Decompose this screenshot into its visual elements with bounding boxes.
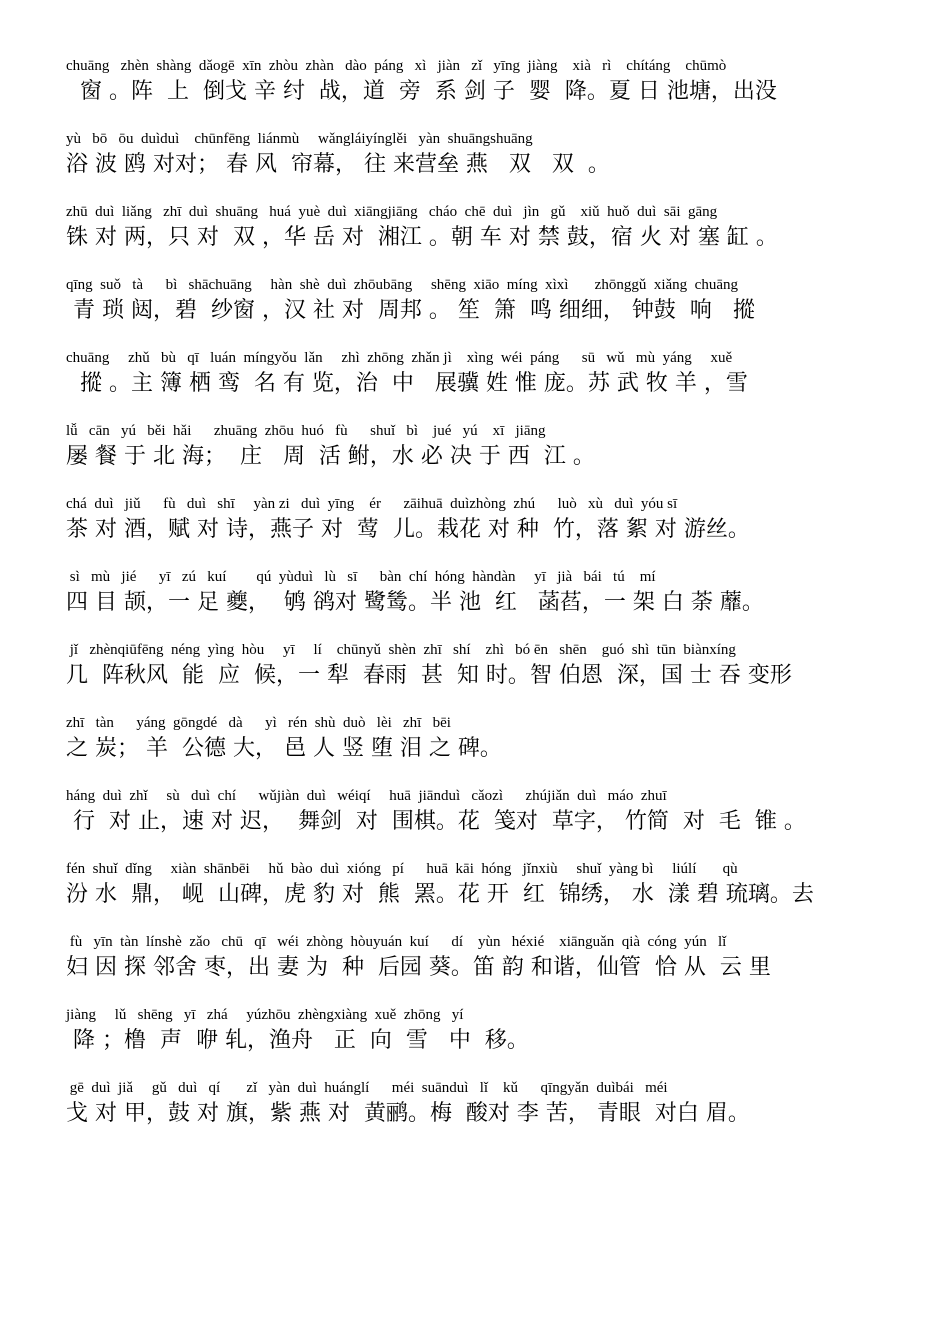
hanzi-line: 茶 对 酒，赋 对 诗，燕子 对 莺 儿。栽花 对 种 竹，落 絮 对 游丝。 xyxy=(66,517,750,542)
pinyin-line: lǚ cān yú běi hǎi zhuāng zhōu huó fù shuǐ bì jué yú xī jiāng xyxy=(66,423,546,439)
verse-line-14 xyxy=(66,1005,890,1057)
pinyin-line: zhū duì liǎng zhī duì shuāng huá yuè duì xiāngjiāng cháo chē duì jìn gǔ xiǔ huǒ duì sāi gāng xyxy=(66,204,718,220)
pinyin-line: fù yīn tàn línshè zǎo chū qī wéi zhòng hòuyuán kuí dí yùn héxié xiānguǎn qià cóng yún lǐ xyxy=(66,934,727,950)
hanzi-line: 妇 因 探 邻舍 枣，出 妻 为 种 后园 葵。笛 韵 和谐，仙管 恰 从 云 里 xyxy=(66,955,771,980)
pinyin-line: zhī tàn yáng gōngdé dà yì rén shù duò lèi zhī bēi xyxy=(66,715,451,731)
verse-line-5 xyxy=(66,348,890,400)
pinyin-line: sì mù jié yī zú kuí qú yùduì lù sī bàn chí hóng hàndàn yī jià bái tú mí xyxy=(66,569,656,585)
verse-line-6 xyxy=(66,421,890,473)
hanzi-line: 几 阵秋风 能 应 候，一 犁 春雨 甚 知 时。智 伯恩 深，国 士 吞 变形 xyxy=(66,663,792,688)
hanzi-line: 汾 水 鼎， 岘 山碑，虎 豹 对 熊 罴。花 开 红 锦绣， 水 漾 碧 琉璃。去 xyxy=(66,882,814,907)
pinyin-line: fén shuǐ dǐng xiàn shānbēi hǔ bào duì xióng pí huā kāi hóng jǐnxiù shuǐ yàng bì liúlí qù xyxy=(66,861,738,877)
pinyin-line: háng duì zhǐ sù duì chí wǔjiàn duì wéiqí huā jiānduì cǎozì zhújiǎn duì máo zhuī xyxy=(66,788,667,804)
pinyin-line: jiàng lǔ shēng yī zhá yúzhōu zhèngxiàng xuě zhōng yí xyxy=(66,1007,464,1023)
pinyin-line: qīng suǒ tà bì shāchuāng hàn shè duì zhōubāng shēng xiāo míng xìxì zhōnggǔ xiǎng chuāng xyxy=(66,277,738,293)
pinyin-line: chuāng zhǔ bù qī luán míngyǒu lǎn zhì zhōng zhǎn jì xìng wéi páng sū wǔ mù yáng xuě xyxy=(66,350,733,366)
pinyin-line: jǐ zhènqiūfēng néng yìng hòu yī lí chūnyǔ shèn zhī shí zhì bó ēn shēn guó shì tūn biànxíng xyxy=(66,642,736,658)
verse-line-3 xyxy=(66,202,890,254)
verse-line-9 xyxy=(66,640,890,692)
verse-line-13 xyxy=(66,932,890,984)
hanzi-line: 青 琐 闼，碧 纱窗 ，汉 社 对 周邦 。 笙 箫 鸣 细细， 钟鼓 响 摐 xyxy=(66,298,755,323)
hanzi-line: 铢 对 两，只 对 双 ，华 岳 对 湘江 。朝 车 对 禁 鼓，宿 火 对 塞 缸 。 xyxy=(66,225,778,250)
verse-line-2 xyxy=(66,129,890,181)
verse-line-8 xyxy=(66,567,890,619)
verse-line-11 xyxy=(66,786,890,838)
verse-line-1 xyxy=(66,56,890,108)
pinyin-line: chá duì jiǔ fù duì shī yàn zi duì yīng ér zāihuā duìzhòng zhú luò xù duì yóu sī xyxy=(66,496,678,512)
hanzi-line: 屡 餐 于 北 海； 庄 周 活 鲋，水 必 决 于 西 江 。 xyxy=(66,444,595,469)
hanzi-line: 行 对 止，速 对 迟， 舞剑 对 围棋。花 笺对 草字， 竹简 对 毛 锥 。 xyxy=(66,809,806,834)
pinyin-line: yù bō ōu duìduì chūnfēng liánmù wǎngláiyínglěi yàn shuāngshuāng xyxy=(66,131,533,147)
verse-line-12 xyxy=(66,859,890,911)
hanzi-line: 浴 波 鸥 对对； 春 风 帘幕， 往 来营垒 燕 双 双 。 xyxy=(66,152,610,177)
pinyin-line: gē duì jiǎ gǔ duì qí zǐ yàn duì huánglí méi suānduì lǐ kǔ qīngyǎn duìbái méi xyxy=(66,1080,668,1096)
hanzi-line: 之 炭； 羊 公德 大， 邑 人 竖 堕 泪 之 碑。 xyxy=(66,736,502,761)
hanzi-line: 摐 。主 簿 栖 鸾 名 有 览，治 中 展骥 姓 惟 庞。苏 武 牧 羊 ，雪 xyxy=(66,371,748,396)
verse-line-15 xyxy=(66,1078,890,1130)
verse-line-10 xyxy=(66,713,890,765)
hanzi-line: 降 ；橹 声 咿 轧，渔舟 正 向 雪 中 移。 xyxy=(66,1028,529,1053)
hanzi-line: 窗 。阵 上 倒戈 辛 纣 战，道 旁 系 剑 子 婴 降。夏 日 池塘，出没 xyxy=(66,79,777,104)
verse-line-4 xyxy=(66,275,890,327)
verse-line-7 xyxy=(66,494,890,546)
hanzi-line: 戈 对 甲，鼓 对 旗，紫 燕 对 黄鹂。梅 酸对 李 苦， 青眼 对白 眉。 xyxy=(66,1101,750,1126)
pinyin-line: chuāng zhèn shàng dǎogē xīn zhòu zhàn dào páng xì jiàn zǐ yīng jiàng xià rì chítáng chūmò xyxy=(66,58,727,74)
hanzi-line: 四 目 颉，一 足 夔， 鸲 鹆对 鹭鸶。半 池 红 菡萏，一 架 白 荼 蘼。 xyxy=(66,590,764,615)
